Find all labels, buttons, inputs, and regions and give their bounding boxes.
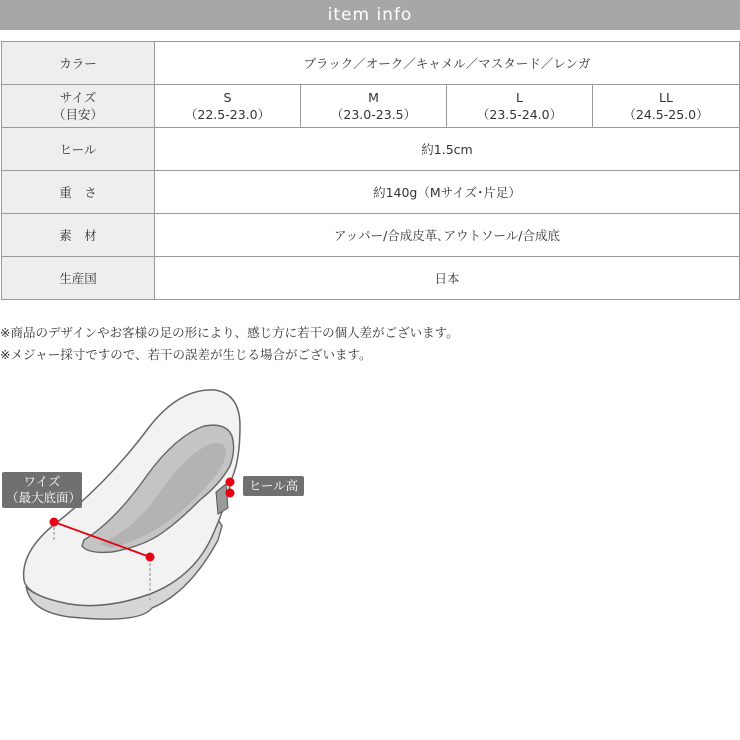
spec-row-heel — [2, 128, 740, 171]
size-range: （24.5-25.0） — [623, 107, 709, 122]
spec-row-material — [2, 214, 740, 257]
width-marker-left — [50, 518, 59, 527]
size-cell-s — [155, 85, 301, 128]
size-cell-m — [301, 85, 447, 128]
color-label: カラー — [2, 42, 155, 85]
weight-value: 約140g（Mサイズ･片足） — [155, 171, 740, 214]
size-label-line2: （目安） — [52, 107, 103, 122]
material-label: 素 材 — [2, 214, 155, 257]
section-title: item info — [327, 5, 413, 25]
spec-row-origin — [2, 257, 740, 300]
spec-table — [1, 41, 740, 300]
size-name: M — [368, 90, 379, 105]
heel-value: 約1.5cm — [155, 128, 740, 171]
spec-row-color — [2, 42, 740, 85]
heel-height-tag — [243, 476, 304, 496]
spec-row-size — [2, 85, 740, 128]
spec-row-weight — [2, 171, 740, 214]
weight-label: 重 さ — [2, 171, 155, 214]
notes — [0, 322, 459, 366]
size-name: S — [223, 90, 232, 105]
heel-label: ヒール — [2, 128, 155, 171]
size-range: （22.5-23.0） — [184, 107, 271, 122]
note-fit: ※商品のデザインやお客様の足の形により、感じ方に若干の個人差がございます。 — [0, 325, 459, 340]
size-label-line1: サイズ — [59, 90, 97, 105]
heel-height-tag-label: ヒール高 — [248, 478, 299, 493]
note-measure: ※メジャー採寸ですので、若干の誤差が生じる場合がございます。 — [0, 347, 372, 362]
section-header — [0, 0, 740, 30]
origin-value: 日本 — [155, 257, 740, 300]
heel-marker-bottom — [226, 489, 235, 498]
heel-marker-top — [226, 478, 235, 487]
size-name: LL — [659, 90, 673, 105]
origin-label: 生産国 — [2, 257, 155, 300]
material-value: アッパー/合成皮革､アウトソール/合成底 — [155, 214, 740, 257]
width-tag-line1: ワイズ — [23, 474, 61, 489]
size-name: L — [516, 90, 523, 105]
size-cell-ll — [593, 85, 740, 128]
size-label — [2, 85, 155, 128]
color-value: ブラック／オーク／キャメル／マスタード／レンガ — [155, 42, 740, 85]
width-tag — [2, 472, 82, 508]
width-marker-right — [146, 553, 155, 562]
size-range: （23.0-23.5） — [330, 107, 417, 122]
size-range: （23.5-24.0） — [476, 107, 563, 122]
width-tag-line2: （最大底面） — [6, 490, 82, 505]
size-cell-l — [447, 85, 593, 128]
